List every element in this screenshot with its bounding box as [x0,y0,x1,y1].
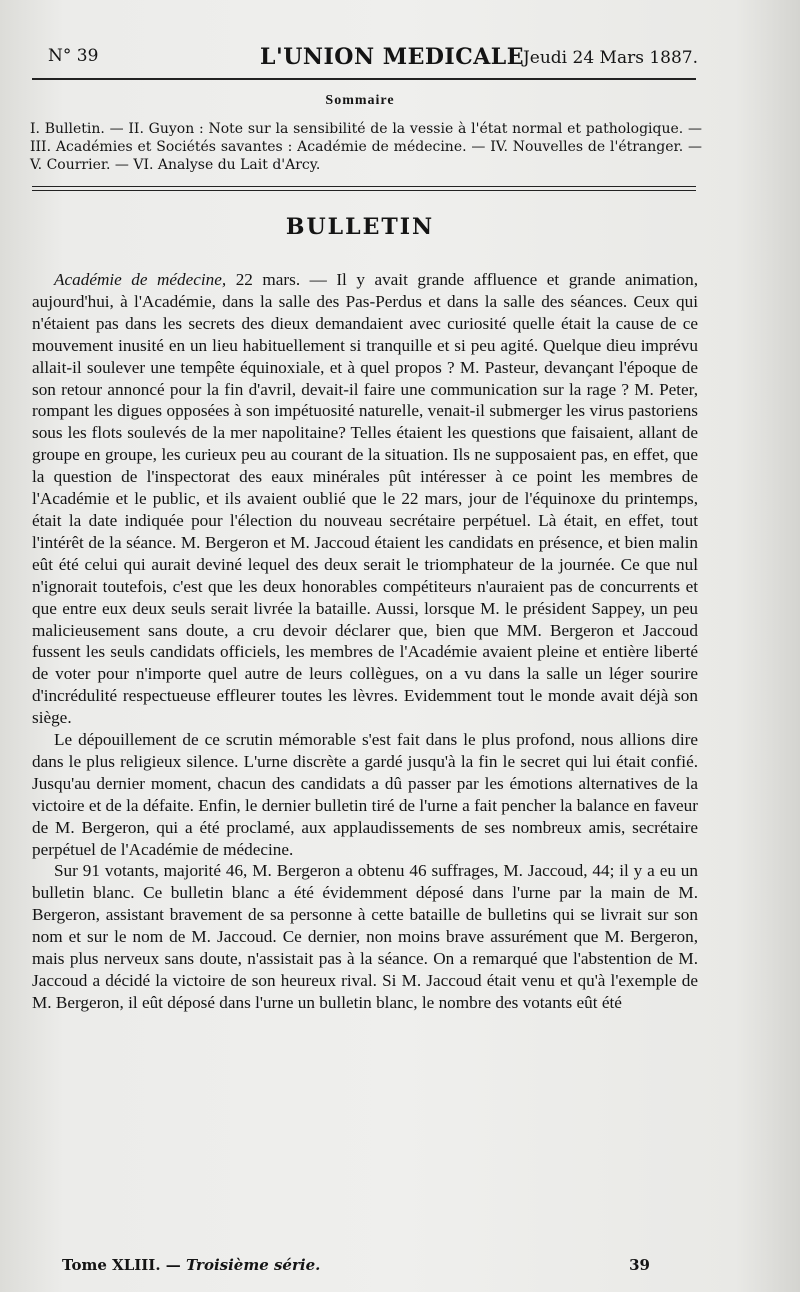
header-rule [32,78,696,80]
paragraph-1 [32,269,698,729]
volume-info [62,1256,320,1274]
issue-date: Jeudi 24 Mars 1887. [522,48,698,68]
sommaire-text: I. Bulletin. — II. Guyon : Note sur la sensibilité de la vessie à l'état normal et pathologique. — III. Académies et Sociétés savantes : Académie de médecine. — IV. Nouvelles de l'étranger. — V. Courrier. — VI. Analyse du Lait d'Arcy. [30,121,702,173]
page-header [48,40,698,78]
journal-title: L'UNION MEDICALE [260,44,525,70]
paragraph-1-text: 22 mars. — Il y avait grande affluence et grande animation, aujourd'hui, à l'Académie, dans la salle des Pas-Perdus et dans la salle des séances. Ceux qui n'étaient pas dans les secrets des dieux demandaient avec curiosité quelle était la cause de ce mouvement inusité en un lieu habituellement si tranquille et si peu agité. Quelque dieu imprévu allait-il soulever une tempête équinoxiale, et à quel propos ? M. Pasteur, devançant l'époque de son retour annoncé pour la fin d'avril, devait-il faire une communication sur la rage ? M. Peter, rompant les digues opposées à son impétuosité naturelle, venait-il submerger les virus pastoriens sous les flots soulevés de la mer napolitaine? Telles étaient les questions que faisaient, allant de groupe en groupe, les curieux peu au courant de la situation. Ils ne supposaient pas, en effet, que la question de l'inspectorat des eaux minérales pût intéresser à ce point les membres de l'Académie et le public, et ils avaient oublié que le 22 mars, jour de l'équinoxe du printemps, était la date indiquée pour l'élection du nouveau secrétaire perpétuel. Là était, en effet, tout l'intérêt de la séance. M. Bergeron et M. Jaccoud étaient les candidats en présence, et bien malin eût été celui qui aurait deviné lequel des deux serait le triomphateur de la journée. Ce que nul n'ignorait toutefois, c'est que les deux honorables compétiteurs n'auraient pas de concurrents et que entre eux deux seuls serait livrée la bataille. Aussi, lorsque M. le président Sappey, un peu malicieusement sans doute, a cru devoir déclarer que, bien que MM. Bergeron et Jaccoud fussent les seuls candidats officiels, les membres de l'Académie avaient pleine et entière liberté de voter pour n'importe quel autre de leurs collègues, on a vu dans la salle un léger sourire d'incrédulité respectueuse effleurer toutes les lèvres. Evidemment tout le monde avait déjà son siège. [32,270,698,728]
sommaire-rule-bottom [32,190,696,191]
sommaire-title: Sommaire [325,93,395,108]
sommaire-rule-top [32,186,696,187]
lead-phrase: Académie de médecine, [54,270,227,289]
tome-label: Tome XLIII. — [62,1256,186,1274]
paragraph-2: Le dépouillement de ce scrutin mémorable s'est fait dans le plus profond, nous allions dire dans le plus religieux silence. L'urne discrète a gardé jusqu'à la fin le secret qui lui était confié. Jusqu'au dernier moment, chacun des candidats a dû passer par les émotions alternatives de la victoire et de la défaite. Enfin, le dernier bulletin tiré de l'urne a fait pencher la balance en faveur de M. Bergeron, qui a été proclamé, aux applaudissements de ses nombreux amis, secrétaire perpétuel de l'Académie de médecine. [32,730,698,859]
issue-number: N° 39 [48,46,99,66]
article-body [32,269,698,1014]
page-number: 39 [629,1256,650,1274]
bulletin-heading: BULLETIN [285,214,435,240]
serie-label: Troisième série. [185,1256,321,1274]
paragraph-3: Sur 91 votants, majorité 46, M. Bergeron a obtenu 46 suffrages, M. Jaccoud, 44; il y a eu un bulletin blanc. Ce bulletin blanc a été évidemment déposé dans l'urne par la main de M. Bergeron, assistant bravement de sa personne à cette bataille de bulletins qui se livrait sur son nom et sur le nom de M. Jaccoud. Ce dernier, non moins brave assurément que M. Bergeron, mais plus nerveux sans doute, n'assistait pas à la séance. On a remarqué que l'abstention de M. Jaccoud a décidé la victoire de son heureux rival. Si M. Jaccoud était venu et qu'à l'exemple de M. Bergeron, il eût déposé dans l'urne un bulletin blanc, le nombre des votants eût été [32,861,698,1012]
